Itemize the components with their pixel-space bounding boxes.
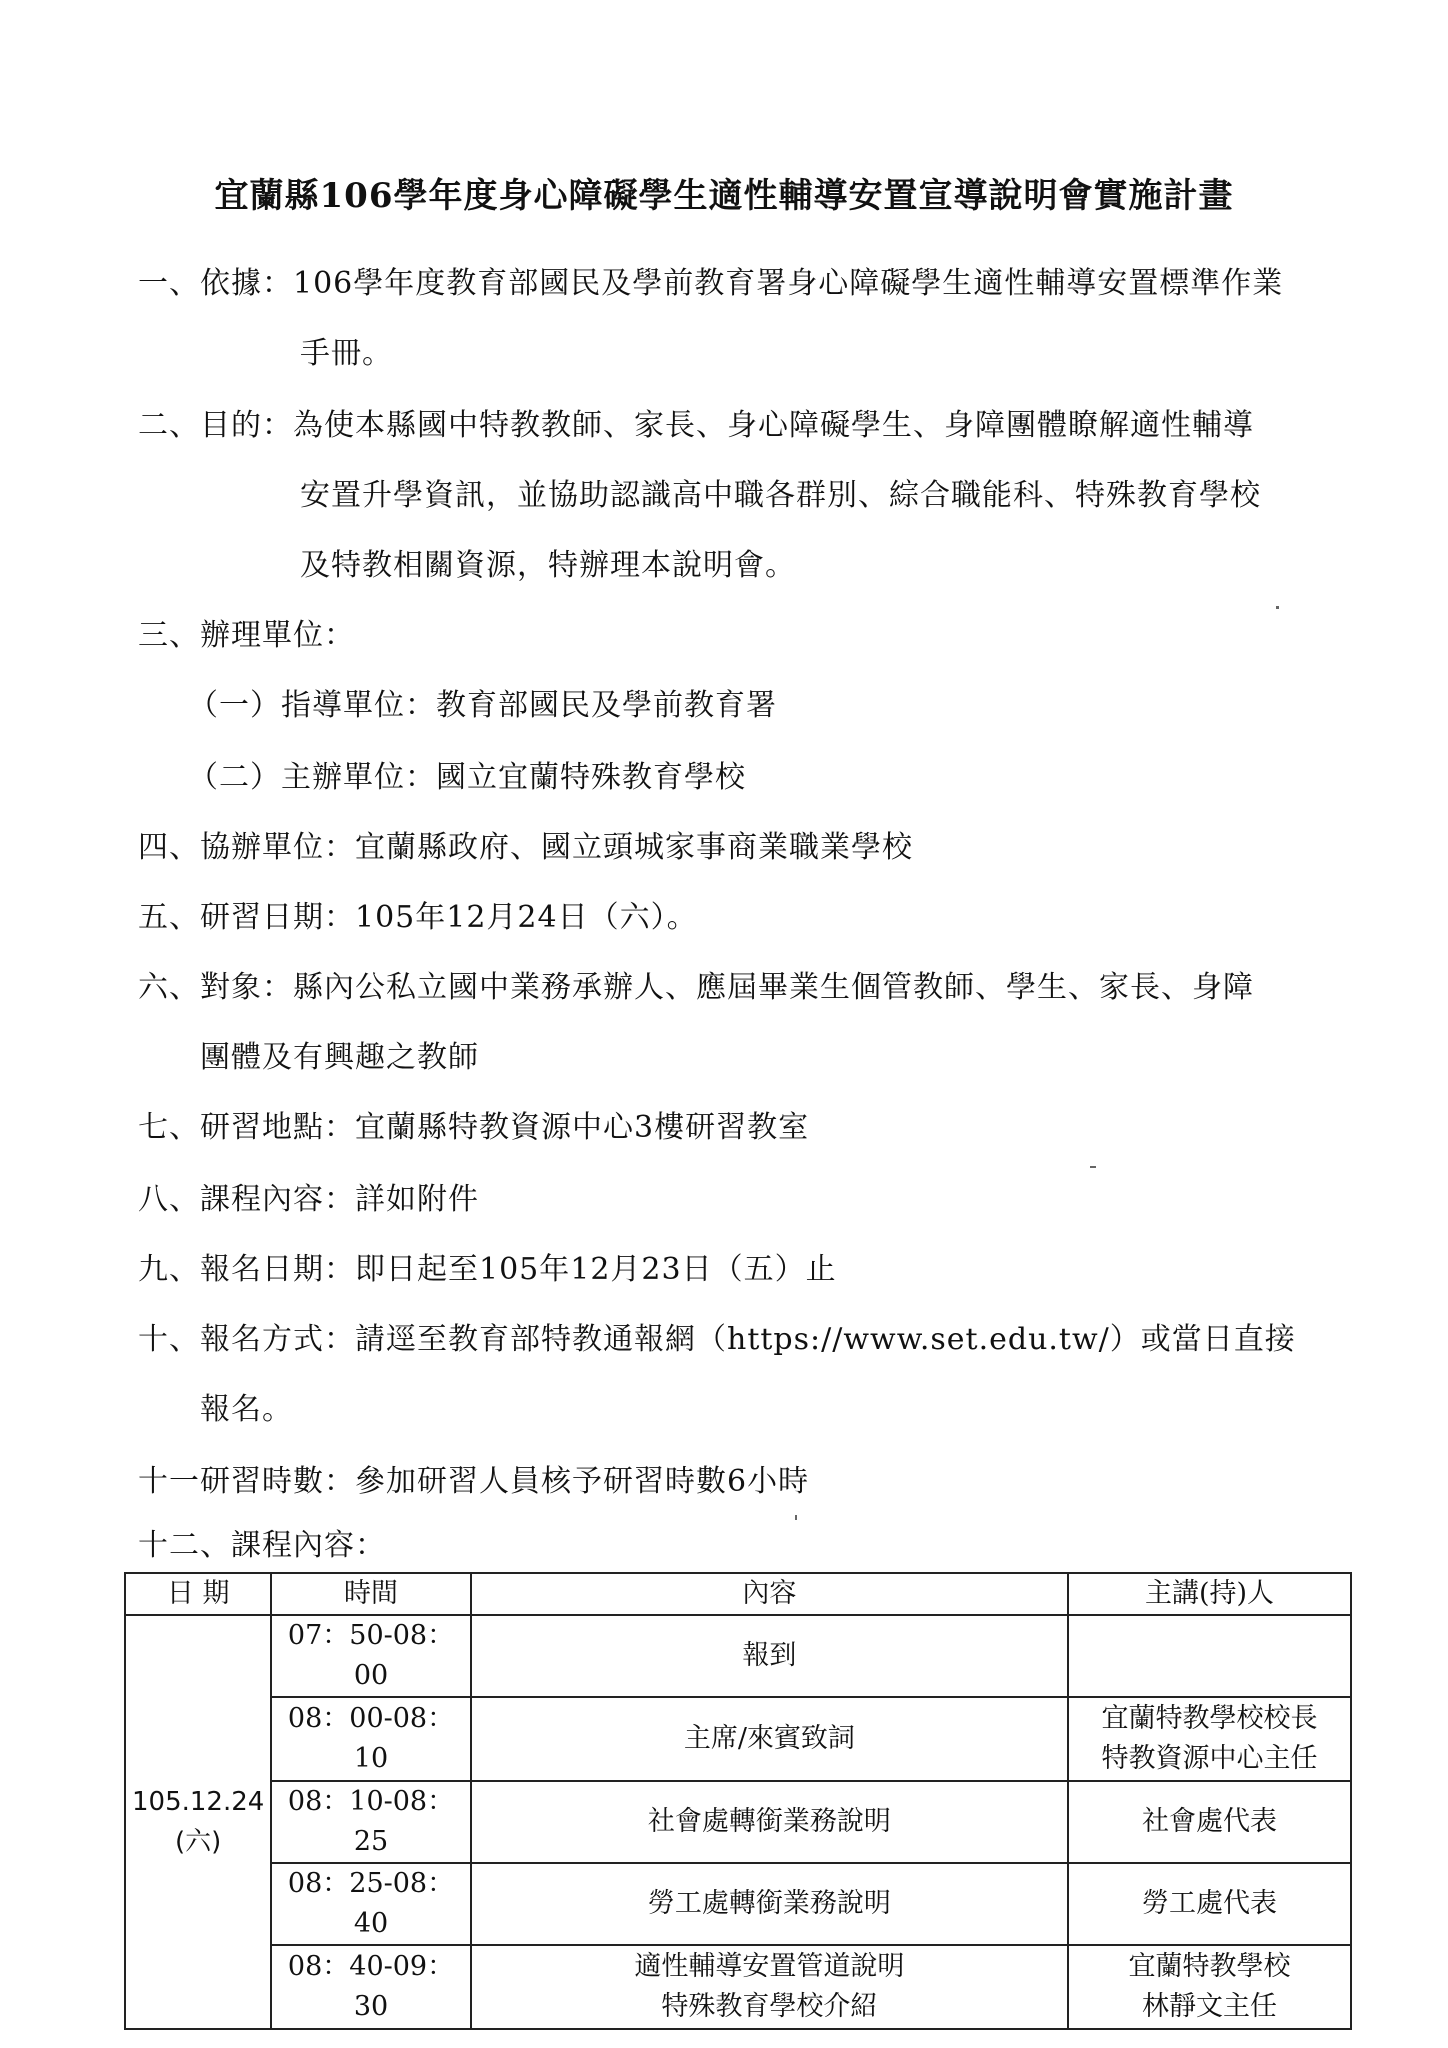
content-cell bbox=[471, 1945, 1068, 2029]
speaker-cell: 社會處代表 bbox=[1068, 1781, 1351, 1863]
item-7-venue: 七、研習地點：宜蘭縣特教資源中心3樓研習教室 bbox=[138, 1110, 810, 1145]
table-row bbox=[125, 1863, 1351, 1945]
date-weekday: (六) bbox=[175, 1827, 222, 1857]
content-cell: 報到 bbox=[471, 1615, 1068, 1697]
header-date: 日 期 bbox=[125, 1573, 271, 1615]
speaker-line: 宜蘭特教學校 bbox=[1128, 1951, 1291, 1982]
table-row bbox=[125, 1945, 1351, 2029]
item-1-basis-cont: 手冊。 bbox=[300, 336, 393, 371]
item-9-registration-date: 九、報名日期：即日起至105年12月23日（五）止 bbox=[138, 1252, 837, 1287]
item-2-purpose-cont-2: 及特教相關資源，特辦理本說明會。 bbox=[300, 548, 796, 583]
document-title: 宜蘭縣106學年度身心障礙學生適性輔導安置宣導說明會實施計畫 bbox=[214, 176, 1234, 216]
header-time: 時間 bbox=[271, 1573, 470, 1615]
header-speaker: 主講(持)人 bbox=[1068, 1573, 1351, 1615]
item-6-audience-cont: 團體及有興趣之教師 bbox=[200, 1040, 479, 1075]
scan-speck bbox=[1090, 1166, 1096, 1168]
item-11-hours: 十一研習時數：參加研習人員核予研習時數6小時 bbox=[138, 1464, 810, 1499]
content-cell: 主席/來賓致詞 bbox=[471, 1697, 1068, 1781]
schedule-table bbox=[124, 1572, 1352, 2030]
time-cell: 07：50-08：00 bbox=[271, 1615, 470, 1697]
time-cell: 08：00-08：10 bbox=[271, 1697, 470, 1781]
time-cell: 08：10-08：25 bbox=[271, 1781, 470, 1863]
item-4-co-organizers: 四、協辦單位：宜蘭縣政府、國立頭城家事商業職業學校 bbox=[138, 830, 913, 865]
table-row bbox=[125, 1697, 1351, 1781]
item-2-purpose: 二、目的：為使本縣國中特教教師、家長、身心障礙學生、身障團體瞭解適性輔導 bbox=[138, 408, 1254, 443]
table-row bbox=[125, 1615, 1351, 1697]
item-10-registration-method-cont: 報名。 bbox=[200, 1392, 293, 1427]
item-6-audience: 六、對象：縣內公私立國中業務承辦人、應屆畢業生個管教師、學生、家長、身障 bbox=[138, 970, 1254, 1005]
speaker-cell bbox=[1068, 1945, 1351, 2029]
speaker-line: 宜蘭特教學校校長 bbox=[1101, 1703, 1318, 1734]
scan-speck bbox=[1276, 606, 1279, 609]
content-cell: 社會處轉銜業務說明 bbox=[471, 1781, 1068, 1863]
content-line: 特殊教育學校介紹 bbox=[661, 1991, 878, 2022]
speaker-cell: 勞工處代表 bbox=[1068, 1863, 1351, 1945]
item-8-course: 八、課程內容：詳如附件 bbox=[138, 1182, 479, 1217]
speaker-cell bbox=[1068, 1615, 1351, 1697]
item-2-purpose-cont-1: 安置升學資訊，並協助認識高中職各群別、綜合職能科、特殊教育學校 bbox=[300, 478, 1261, 513]
table-row bbox=[125, 1781, 1351, 1863]
item-1-basis: 一、依據：106學年度教育部國民及學前教育署身心障礙學生適性輔導安置標準作業 bbox=[138, 266, 1284, 301]
item-3-organizers: 三、辦理單位： bbox=[138, 618, 355, 653]
time-cell: 08：40-09：30 bbox=[271, 1945, 470, 2029]
item-3-sub-2: （二）主辦單位：國立宜蘭特殊教育學校 bbox=[188, 760, 746, 795]
item-12-schedule-heading: 十二、課程內容： bbox=[138, 1528, 386, 1563]
item-3-sub-1: （一）指導單位：教育部國民及學前教育署 bbox=[188, 688, 777, 723]
speaker-line: 特教資源中心主任 bbox=[1101, 1743, 1318, 1774]
header-content: 內容 bbox=[471, 1573, 1068, 1615]
speaker-line: 林靜文主任 bbox=[1142, 1991, 1278, 2022]
item-10-registration-method: 十、報名方式：請逕至教育部特教通報網（https://www.set.edu.tw/）或當日直接 bbox=[138, 1322, 1296, 1357]
date-cell bbox=[125, 1615, 271, 2029]
time-cell: 08：25-08：40 bbox=[271, 1863, 470, 1945]
speaker-cell bbox=[1068, 1697, 1351, 1781]
item-5-date: 五、研習日期：105年12月24日（六）。 bbox=[138, 900, 698, 935]
table-header-row bbox=[125, 1573, 1351, 1615]
content-line: 適性輔導安置管道說明 bbox=[634, 1951, 905, 1982]
scan-speck bbox=[795, 1515, 797, 1520]
date-value: 105.12.24 bbox=[132, 1787, 265, 1817]
content-cell: 勞工處轉銜業務說明 bbox=[471, 1863, 1068, 1945]
